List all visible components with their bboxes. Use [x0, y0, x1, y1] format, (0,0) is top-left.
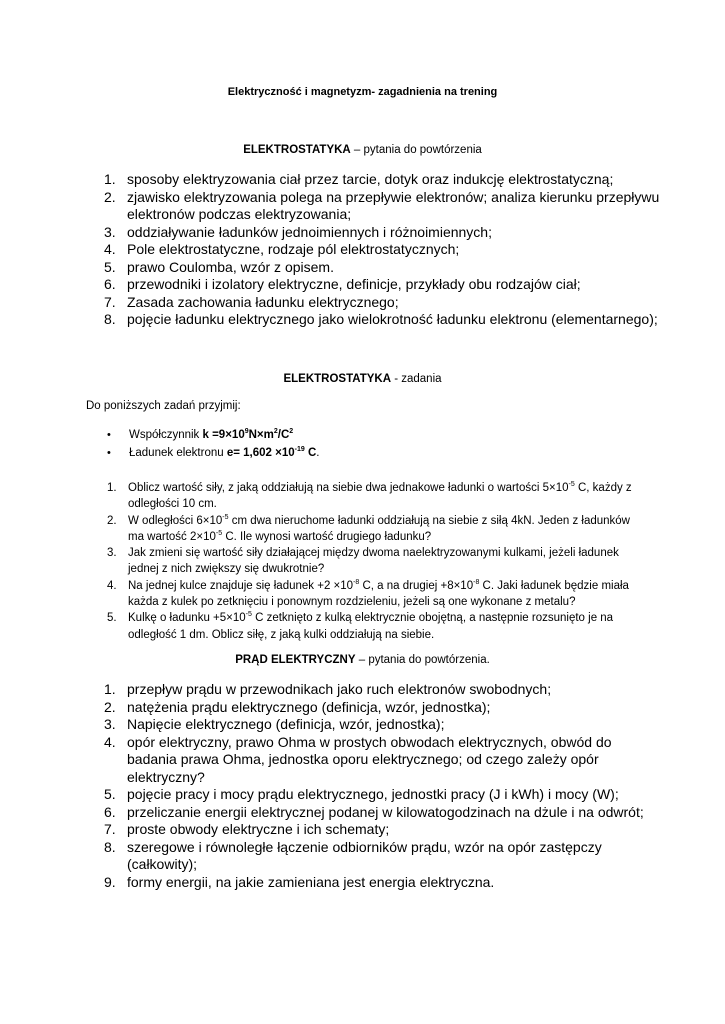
task-item — [107, 513, 647, 546]
task-text: Oblicz wartość siły, z jaką oddziałują na siebie dwa jednakowe ładunki o wartości 5×10 — [128, 482, 569, 494]
list-item — [104, 699, 664, 717]
task-text: Jak zmieni się wartość siły działającej między dwoma naelektryzowanymi kulkami, jeżeli ładunek jednej z nich zwiększy się dwukrotnie? — [128, 547, 619, 576]
list-item — [104, 874, 664, 892]
section-heading-rest: - zadania — [391, 373, 442, 385]
task-text: C, a na drugiej +8×10 — [359, 579, 474, 592]
section-heading-rest: – pytania do powtórzenia. — [355, 654, 490, 666]
current-questions-list — [104, 681, 664, 891]
task-text: W odległości 6×10 — [128, 514, 223, 527]
task-item — [107, 480, 647, 513]
tasks-intro: Do poniższych zadań przyjmij: — [86, 400, 241, 412]
list-item — [104, 839, 664, 874]
list-item — [104, 171, 664, 189]
exponent: 2 — [289, 428, 294, 435]
section-heading-rest: – pytania do powtórzenia — [350, 144, 482, 156]
task-number: 2. — [107, 514, 117, 527]
task-item — [107, 578, 647, 611]
document-title: Elektryczność i magnetyzm- zagadnienia na trening — [227, 86, 498, 98]
list-item-text: przewodniki i izolatory elektryczne, definicje, przykłady obu rodzajów ciał; — [127, 276, 581, 292]
electrostatics-tasks-list — [107, 480, 647, 643]
list-item — [104, 224, 664, 242]
exponent: -5 — [222, 513, 229, 521]
list-item-number: 4. — [104, 733, 116, 750]
task-number: 3. — [107, 547, 117, 560]
list-item — [107, 444, 607, 462]
list-item-text: szeregowe i równoległe łączenie odbiorników prądu, wzór na opór zastępczy (całkowity); — [127, 838, 602, 872]
list-item-number: 2. — [104, 698, 116, 715]
list-item-number: 5. — [104, 258, 116, 275]
constant-unit: N×m — [248, 429, 274, 441]
list-item — [104, 716, 664, 734]
task-text: C, każdy z odległości 10 cm. — [128, 482, 632, 511]
list-item-text: pojęcie pracy i mocy prądu elektrycznego, jednostki pracy (J i kWh) i mocy (W); — [127, 786, 619, 802]
section-heading-current-questions — [0, 654, 725, 666]
list-item-number: 1. — [104, 681, 116, 697]
list-item — [104, 786, 664, 804]
bullet-icon: • — [107, 447, 111, 459]
list-item-number: 6. — [104, 276, 116, 292]
constant-value: e= 1,602 ×10 — [226, 447, 295, 459]
exponent: 2 — [273, 428, 278, 435]
list-item-number: 9. — [104, 873, 116, 890]
list-item-number: 8. — [104, 311, 116, 327]
list-item — [104, 259, 664, 277]
task-text: C zetknięto z kulką elektrycznie obojętną, a następnie rozsunięto je na odległość 1 dm. Oblicz siłę, z jaką kulki oddziałują na siebie. — [128, 612, 614, 641]
list-item-number: 3. — [104, 716, 116, 732]
task-text: C. Ile wynosi wartość drugiego ładunku? — [222, 530, 432, 543]
list-item-text: Napięcie elektrycznego (definicja, wzór, jednostka); — [127, 716, 445, 732]
constant-unit: C — [304, 447, 317, 459]
list-item-text: natężenia prądu elektrycznego (definicja, wzór, jednostka); — [127, 698, 491, 715]
list-item-number: 4. — [104, 241, 116, 257]
task-text: C. Jaki ładunek będzie miała każda z kulek po zetknięciu i ponownym rozdzieleniu, jeżeli są one wykonane z metalu? — [128, 579, 629, 609]
section-heading-electrostatics-questions — [0, 144, 725, 156]
list-item — [104, 734, 664, 787]
task-text: Na jednej kulce znajduje się ładunek +2 ×10 — [128, 579, 354, 592]
list-item — [104, 821, 664, 839]
task-item — [107, 545, 647, 578]
list-item — [104, 189, 664, 224]
constants-list — [107, 426, 607, 462]
task-text: cm dwa nieruchome ładunki oddziałują na siebie z siłą 4kN. Jeden z ładunków ma wartość 2×10 — [128, 514, 630, 543]
list-item — [107, 426, 607, 444]
list-item-text: Zasada zachowania ładunku elektrycznego; — [127, 293, 399, 310]
list-item — [104, 681, 664, 699]
constant-value: k =9×10 — [202, 429, 245, 441]
electrostatics-questions-list — [104, 171, 664, 329]
task-number: 4. — [107, 579, 117, 592]
list-item-text: zjawisko elektryzowania polega na przepływie elektronów; analiza kierunku przepływu elektronów podczas elektryzowania; — [127, 188, 660, 222]
task-number: 5. — [107, 612, 117, 625]
exponent: -5 — [215, 529, 223, 537]
constant-label: Współczynnik — [129, 429, 203, 441]
list-item-number: 2. — [104, 188, 116, 205]
list-item-text: przepływ prądu w przewodnikach jako ruch elektronów swobodnych; — [127, 681, 552, 697]
list-item-number: 1. — [104, 171, 116, 187]
section-heading-bold: ELEKTROSTATYKA — [283, 373, 392, 385]
list-item-text: przeliczanie energii elektrycznej podanej w kilowatogodzinach na dżule i na odwrót; — [127, 803, 644, 820]
list-item-number: 6. — [104, 803, 116, 820]
list-item-number: 7. — [104, 821, 116, 837]
list-item — [104, 311, 664, 329]
list-item — [104, 241, 664, 259]
task-text: Kulkę o ładunku +5×10 — [128, 612, 246, 625]
list-item-text: pojęcie ładunku elektrycznego jako wielokrotność ładunku elektronu (elementarnego); — [127, 311, 658, 327]
section-heading-bold: ELEKTROSTATYKA — [243, 144, 351, 156]
constant-suffix: . — [316, 447, 320, 459]
task-number: 1. — [107, 482, 117, 494]
exponent: -19 — [294, 446, 305, 453]
exponent: -5 — [568, 481, 575, 488]
list-item-text: Pole elektrostatyczne, rodzaje pól elektrostatycznych; — [127, 241, 460, 257]
section-heading-bold: PRĄD ELEKTRYCZNY — [235, 654, 356, 666]
bullet-icon: • — [107, 429, 111, 441]
list-item-number: 8. — [104, 838, 116, 855]
list-item-text: oddziaływanie ładunków jednoimiennych i różnoimiennych; — [127, 223, 492, 240]
exponent: -5 — [245, 611, 252, 619]
task-item — [107, 610, 647, 643]
list-item-text: opór elektryczny, prawo Ohma w prostych obwodach elektrycznych, obwód do badania prawa Ohma, jednostka oporu elektrycznego; od czego zależy opór elektryczny? — [127, 733, 612, 785]
list-item-number: 5. — [104, 786, 116, 802]
list-item — [104, 804, 664, 822]
exponent: -8 — [353, 578, 360, 586]
exponent: -8 — [473, 578, 480, 586]
section-heading-electrostatics-tasks — [0, 373, 725, 385]
list-item-text: proste obwody elektryczne i ich schematy; — [127, 821, 390, 837]
constant-unit: /C — [277, 429, 290, 441]
list-item — [104, 294, 664, 312]
list-item-number: 7. — [104, 293, 116, 310]
list-item-text: formy energii, na jakie zamieniana jest energia elektryczna. — [127, 873, 495, 890]
exponent: 9 — [244, 428, 249, 435]
list-item-number: 3. — [104, 223, 116, 240]
constant-label: Ładunek elektronu — [129, 447, 227, 459]
list-item-text: sposoby elektryzowania ciał przez tarcie, dotyk oraz indukcję elektrostatyczną; — [127, 171, 614, 187]
list-item-text: prawo Coulomba, wzór z opisem. — [127, 258, 334, 275]
list-item — [104, 276, 664, 294]
